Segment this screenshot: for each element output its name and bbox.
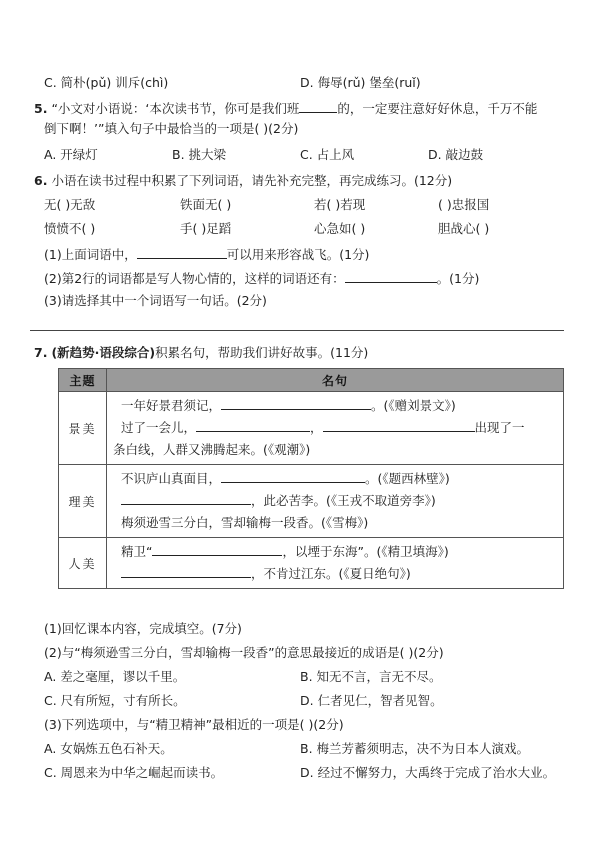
q7-sub3-option-a[interactable]: A. 女娲炼五色石补天。 — [44, 741, 173, 756]
reason-line1-b: 。(《题西林壁》) — [365, 471, 450, 486]
people-line1-b: ，以堙于东海”。(《精卫填海》) — [282, 544, 449, 559]
row-content-people — [107, 538, 564, 589]
people-line2-b: ，不肯过江东。(《夏日绝句》) — [251, 566, 411, 581]
q7-sub3-option-b[interactable]: B. 梅兰芳蓄须明志，决不为日本人演戏。 — [300, 741, 530, 756]
q6-word-8[interactable]: 胆战心( ) — [438, 221, 490, 236]
q6-sub1-text-a: (1)上面词语中， — [44, 247, 137, 262]
q5-line2: 倒下啊！’”填入句子中最恰当的一项是( )(2分) — [44, 121, 299, 136]
q6-sub2-text-a: (2)第2行的词语都是写人物心情的，这样的词语还有： — [44, 271, 345, 286]
q7-sub3-option-d[interactable]: D. 经过不懈努力，大禹终于完成了治水大业。 — [300, 765, 556, 780]
people-blank-2[interactable] — [121, 563, 251, 578]
q7-sub2-option-a[interactable]: A. 差之毫厘，谬以千里。 — [44, 669, 186, 684]
q6-word-6[interactable]: 手( )足蹈 — [180, 221, 232, 236]
q6-number: 6. — [34, 173, 48, 188]
q5-line1 — [34, 98, 537, 118]
q4-option-c: C. 简朴(pǔ) 训斥(chì) — [44, 75, 169, 90]
q6-sub3: (3)请选择其中一个词语写一句话。(2分) — [44, 293, 267, 308]
scenery-line2-b: ， — [310, 420, 323, 435]
q5-stem-part1: “小文对小语说：‘本次读书节，你可是我们班 — [51, 101, 300, 116]
q7-sub2-option-b[interactable]: B. 知无不言，言无不尽。 — [300, 669, 442, 684]
q7-sub3: (3)下列选项中，与“精卫精神”最相近的一项是( )(2分) — [44, 717, 344, 732]
q6-stem-line — [34, 172, 452, 190]
header-quote: 名句 — [107, 369, 564, 392]
q5-option-b[interactable]: B. 挑大梁 — [172, 147, 227, 162]
q6-sub2 — [44, 268, 479, 288]
reason-line3: 梅须逊雪三分白，雪却输梅一段香。(《雪梅》) — [121, 515, 369, 530]
q6-word-5[interactable]: 愤愤不( ) — [44, 221, 96, 236]
q5-option-c[interactable]: C. 占上风 — [300, 147, 355, 162]
scenery-blank-2[interactable] — [196, 417, 310, 432]
reason-line1-a: 不识庐山真面目， — [121, 471, 222, 486]
q6-answer-line[interactable] — [30, 330, 564, 331]
q6-sub1-text-b: 可以用来形容战飞。(1分) — [226, 247, 370, 262]
people-line1-a: 精卫“ — [121, 544, 153, 559]
q7-tag: (新趋势·语段综合) — [51, 345, 156, 360]
q6-stem: 小语在读书过程中积累了下列词语，请先补充完整，再完成练习。(12分) — [51, 173, 453, 188]
q7-sub2: (2)与“梅须逊雪三分白，雪却输梅一段香”的意思最接近的成语是( )(2分) — [44, 645, 444, 660]
row-content-scenery — [107, 392, 564, 465]
table-row — [59, 392, 564, 465]
q5-blank[interactable] — [299, 98, 337, 113]
q6-word-2[interactable]: 铁面无( ) — [180, 197, 232, 212]
q7-sub2-option-c[interactable]: C. 尺有所短，寸有所长。 — [44, 693, 186, 708]
scenery-line1-a: 一年好景君须记， — [121, 398, 222, 413]
q5-number: 5. — [34, 101, 48, 116]
table-header-row — [59, 369, 564, 392]
scenery-line3: 条白线，人群又沸腾起来。(《观潮》) — [113, 442, 311, 457]
row-topic-people: 人美 — [59, 538, 107, 589]
q5-option-d[interactable]: D. 敲边鼓 — [428, 147, 484, 162]
table-row — [59, 465, 564, 538]
scenery-blank-3[interactable] — [323, 417, 475, 432]
scenery-line2-a: 过了一会儿， — [121, 420, 197, 435]
q7-stem: 积累名句，帮助我们讲好故事。(11分) — [155, 345, 369, 360]
q6-sub1-blank[interactable] — [137, 244, 227, 259]
q6-sub2-blank[interactable] — [345, 268, 437, 283]
table-row — [59, 538, 564, 589]
q6-sub1 — [44, 244, 369, 264]
q6-sub2-text-b: 。(1分) — [436, 271, 480, 286]
q6-word-4[interactable]: ( )忠报国 — [438, 197, 490, 212]
q7-sub3-option-c[interactable]: C. 周恩来为中华之崛起而读书。 — [44, 765, 224, 780]
reason-blank-1[interactable] — [221, 468, 365, 483]
q6-word-3[interactable]: 若( )若现 — [314, 197, 366, 212]
row-topic-reason: 理美 — [59, 465, 107, 538]
scenery-line2-c: 出现了一 — [474, 420, 525, 435]
scenery-line1-b: 。(《赠刘景文》) — [371, 398, 456, 413]
row-topic-scenery: 景美 — [59, 392, 107, 465]
scenery-blank-1[interactable] — [221, 395, 371, 410]
quotes-table — [58, 368, 564, 589]
reason-line2-b: ，此必苦李。(《王戎不取道旁李》) — [251, 493, 436, 508]
q6-word-7[interactable]: 心急如( ) — [314, 221, 366, 236]
q4-option-d: D. 侮辱(rǔ) 堡垒(ruǐ) — [300, 75, 421, 90]
people-blank-1[interactable] — [152, 541, 282, 556]
q5-stem-part2: 的，一定要注意好好休息，千万不能 — [337, 101, 538, 116]
reason-blank-2[interactable] — [121, 490, 251, 505]
header-topic: 主题 — [59, 369, 107, 392]
row-content-reason — [107, 465, 564, 538]
q7-stem-line — [34, 344, 368, 362]
q6-word-1[interactable]: 无( )无敌 — [44, 197, 96, 212]
q5-option-a[interactable]: A. 开绿灯 — [44, 147, 98, 162]
q7-sub2-option-d[interactable]: D. 仁者见仁，智者见智。 — [300, 693, 443, 708]
q7-number: 7. — [34, 345, 48, 360]
q7-sub1: (1)回忆课本内容，完成填空。(7分) — [44, 621, 242, 636]
